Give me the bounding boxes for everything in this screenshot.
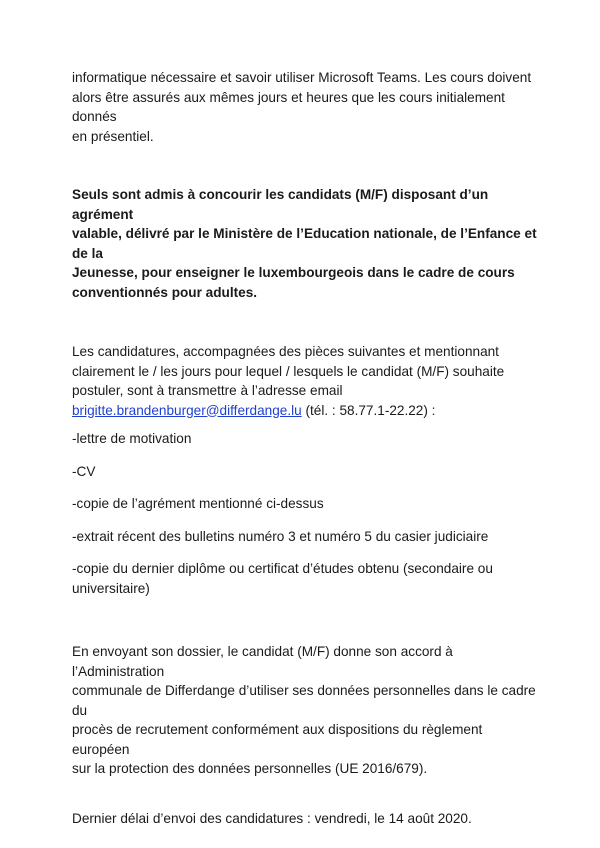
document-item-diplome (72, 559, 542, 598)
intro-line-3: en présentiel. (72, 128, 154, 144)
consent-line-4: sur la protection des données personnelles (UE 2016/679). (72, 761, 428, 776)
requirement-paragraph (72, 185, 542, 302)
email-link[interactable]: brigitte.brandenburger@differdange.lu (72, 402, 302, 418)
document-item-agrement: -copie de l’agrément mentionné ci-dessus (72, 496, 324, 511)
intro-line-2: alors être assurés aux mêmes jours et heures que les cours initialement donnés (72, 89, 505, 124)
consent-line-2: communale de Differdange d’utiliser ses données personnelles dans le cadre du (72, 683, 536, 718)
deadline-paragraph: Dernier délai d’envoi des candidatures : vendredi, le 14 août 2020. (72, 810, 472, 826)
requirement-line-4: conventionnés pour adultes. (72, 284, 258, 300)
diplome-line-1: -copie du dernier diplôme ou certificat d’études obtenu (secondaire ou (72, 561, 493, 576)
requirement-line-2: valable, délivré par le Ministère de l’Education nationale, de l’Enfance et de la (72, 226, 537, 261)
requirement-line-1: Seuls sont admis à concourir les candidats (M/F) disposant d’un agrément (72, 187, 489, 222)
document-item-motivation: -lettre de motivation (72, 431, 192, 446)
applications-paragraph (72, 342, 542, 420)
intro-line-1: informatique nécessaire et savoir utiliser Microsoft Teams. Les cours doivent (72, 70, 532, 85)
applications-line-3: postuler, sont à transmettre à l’adresse email (72, 383, 343, 398)
intro-paragraph (72, 68, 542, 146)
phone-text: (tél. : 58.77.1-22.22) : (301, 402, 436, 418)
diplome-line-2: universitaire) (72, 580, 150, 596)
requirement-line-3: Jeunesse, pour enseigner le luxembourgeois dans le cadre de cours (72, 265, 515, 280)
consent-paragraph (72, 642, 542, 779)
document-item-casier: -extrait récent des bulletins numéro 3 et numéro 5 du casier judiciaire (72, 528, 489, 544)
consent-line-3: procès de recrutement conformément aux dispositions du règlement européen (72, 722, 483, 757)
document-page (72, 68, 542, 828)
applications-line-1: Les candidatures, accompagnées des pièces suivantes et mentionnant (72, 344, 499, 359)
consent-line-1: En envoyant son dossier, le candidat (M/F) donne son accord à l’Administration (72, 644, 453, 679)
applications-line-2: clairement le / les jours pour lequel / lesquels le candidat (M/F) souhaite (72, 363, 505, 379)
document-item-cv: -CV (72, 463, 96, 479)
